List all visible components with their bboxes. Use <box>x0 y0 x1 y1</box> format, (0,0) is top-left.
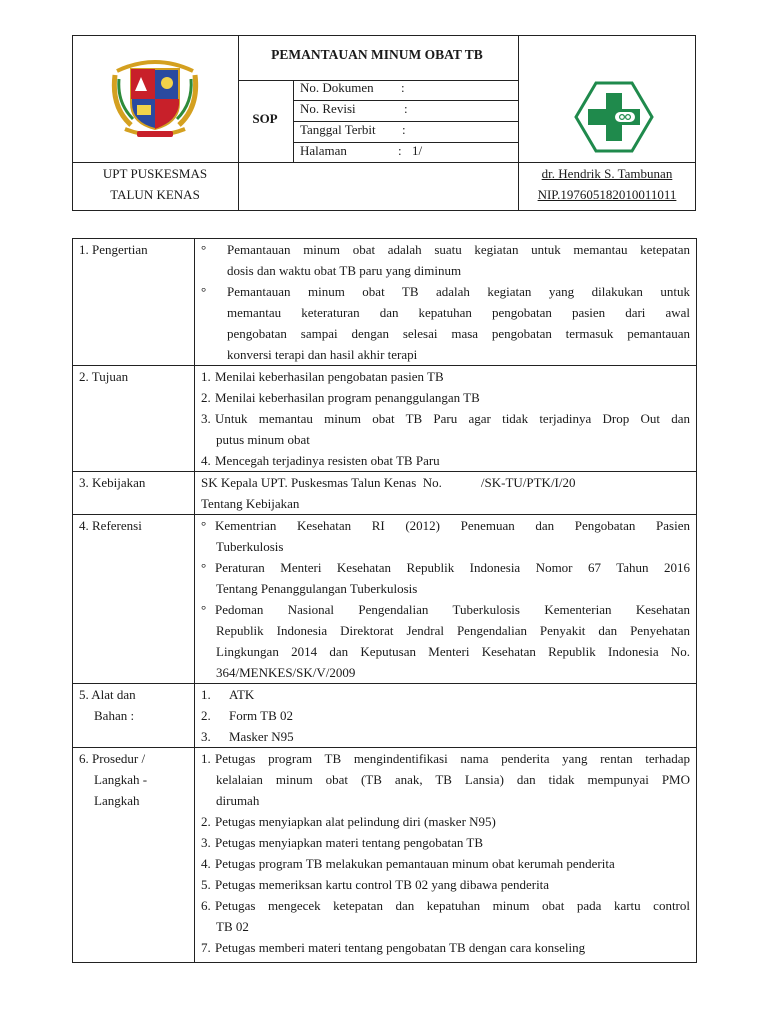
list-item-cont: Republik Indonesia Direktorat Jendral Pengendalian Penyakit dan Penyehatan <box>216 623 690 638</box>
bullet-icon: ° <box>201 518 207 533</box>
row-label: 3. Kebijakan <box>73 472 195 515</box>
bullet-icon: ° <box>201 560 207 575</box>
list-item: 3. Untuk memantau minum obat TB Paru agar tidak terjadinya Drop Out dan <box>201 411 690 426</box>
institution-name-line1: UPT PUSKESMAS <box>102 166 208 181</box>
field-label: No. Revisi <box>300 101 356 116</box>
doc-field-halaman <box>300 143 423 159</box>
list-item-cont: kelalaian minum obat (TB anak, TB Lansia) dan tidak mempunyai PMO <box>216 772 690 787</box>
list-item: 4. Mencegah terjadinya resisten obat TB Paru <box>201 453 440 468</box>
list-item: 2. Form TB 02 <box>201 708 294 723</box>
official-name: dr. Hendrik S. Tambunan <box>541 166 673 181</box>
list-item: ° Pedoman Nasional Pengendalian Tuberkulosis Kementerian Kesehatan <box>201 599 690 620</box>
list-item: 1. ATK <box>201 687 255 702</box>
official-nip: NIP.197605182010011011 <box>537 187 677 202</box>
row-content <box>195 366 697 472</box>
list-item: ° Peraturan Menteri Kesehatan Republik Indonesia Nomor 67 Tahun 2016 <box>201 557 690 578</box>
list-item: 1. Menilai keberhasilan pengobatan pasien TB <box>201 369 444 384</box>
row-label: 5. Alat dan Bahan : <box>73 684 195 748</box>
list-item: 3. Petugas menyiapkan materi tentang pengobatan TB <box>201 835 483 850</box>
regional-emblem-icon <box>107 59 203 141</box>
row-label: 4. Referensi <box>73 515 195 684</box>
doc-field-tanggal-terbit <box>300 122 406 138</box>
table-row-alat-bahan <box>73 684 697 748</box>
institution-name-line2: TALUN KENAS <box>110 187 200 202</box>
table-row-tujuan <box>73 366 697 472</box>
sop-content-table <box>72 238 697 963</box>
list-item: 2. Petugas menyiapkan alat pelindung diri (masker N95) <box>201 814 496 829</box>
row-content <box>195 684 697 748</box>
field-label: Tanggal Terbit <box>300 122 376 137</box>
field-sep: : <box>404 101 408 116</box>
field-sep: : <box>402 122 406 137</box>
row-label: 2. Tujuan <box>73 366 195 472</box>
row-content <box>195 472 697 515</box>
list-item: 1. Petugas program TB mengindentifikasi nama penderita yang rentan terhadap <box>201 751 690 766</box>
list-item-cont: dosis dan waktu obat TB paru yang diminum <box>227 263 462 278</box>
list-item: ° Pemantauan minum obat adalah suatu kegiatan untuk memantau ketepatan <box>201 239 690 260</box>
sop-label: SOP <box>252 111 278 126</box>
list-item-cont: 364/MENKES/SK/V/2009 <box>216 665 356 680</box>
bullet-icon: ° <box>201 602 207 617</box>
list-item: ° Kementrian Kesehatan RI (2012) Penemuan dan Pengobatan Pasien <box>201 515 690 536</box>
row-content <box>195 748 697 963</box>
row-label: 6. Prosedur / Langkah - Langkah <box>73 748 195 963</box>
list-item: 6. Petugas mengecek ketepatan dan kepatuhan minum obat pada kartu control <box>201 898 690 913</box>
list-item-cont: TB 02 <box>216 919 249 934</box>
field-value: 1/ <box>412 143 423 158</box>
list-item-cont: putus minum obat <box>216 432 310 447</box>
doc-field-no-revisi <box>300 101 408 117</box>
field-sep: : <box>401 80 405 95</box>
table-row-kebijakan <box>73 472 697 515</box>
document-title: PEMANTAUAN MINUM OBAT TB <box>271 47 483 62</box>
table-row-pengertian <box>73 239 697 366</box>
list-item-cont: dirumah <box>216 793 260 808</box>
list-item: ° Pemantauan minum obat TB adalah kegiatan yang dilakukan untuk <box>201 281 690 302</box>
list-item: 4. Petugas program TB melakukan pemantauan minum obat kerumah penderita <box>201 856 615 871</box>
list-item-cont: memantau keteraturan dan kepatuhan pengobatan pasien dari awal <box>227 305 690 320</box>
table-row-referensi <box>73 515 697 684</box>
puskesmas-logo-icon <box>574 81 654 153</box>
doc-field-no-dokumen <box>300 80 405 96</box>
field-label: No. Dokumen <box>300 80 374 95</box>
list-item-cont: Tentang Penanggulangan Tuberkulosis <box>216 581 418 596</box>
list-item: 2. Menilai keberhasilan program penanggulangan TB <box>201 390 480 405</box>
table-row-prosedur <box>73 748 697 963</box>
bullet-icon: ° <box>201 242 207 257</box>
row-label: 1. Pengertian <box>73 239 195 366</box>
row-content <box>195 515 697 684</box>
field-sep: : <box>398 143 402 158</box>
list-item-cont: pengobatan sampai dengan selesai masa pengobatan termasuk pemantauan <box>227 326 690 341</box>
list-item-cont: Tuberkulosis <box>216 539 284 554</box>
field-label: Halaman <box>300 143 347 158</box>
list-item-cont: Lingkungan 2014 dan Keputusan Menteri Kesehatan Republik Indonesia No. <box>216 644 690 659</box>
list-item: 5. Petugas memeriksan kartu control TB 02 yang dibawa penderita <box>201 877 550 892</box>
list-item-cont: konversi terapi dan hasil akhir terapi <box>227 347 418 362</box>
policy-line: SK Kepala UPT. Puskesmas Talun Kenas No. /SK-TU/PTK/I/20 <box>201 475 576 490</box>
row-content <box>195 239 697 366</box>
policy-line: Tentang Kebijakan <box>201 496 300 511</box>
list-item: 3. Masker N95 <box>201 729 294 744</box>
list-item: 7. Petugas memberi materi tentang pengobatan TB dengan cara konseling <box>201 940 586 955</box>
bullet-icon: ° <box>201 284 207 299</box>
